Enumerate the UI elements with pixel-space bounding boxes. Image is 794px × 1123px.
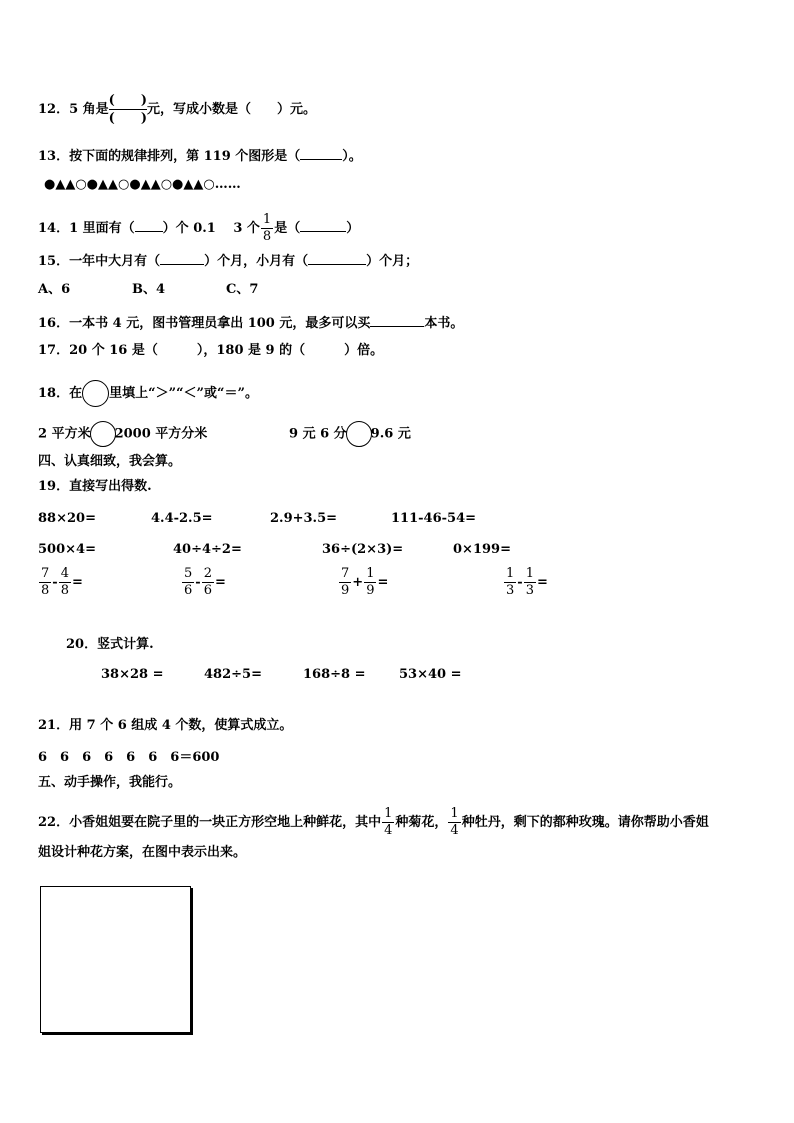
calc-item: 36÷(2×3)= xyxy=(322,542,404,557)
calc-item: 4.4-2.5= xyxy=(151,511,213,526)
question-number: 14． xyxy=(38,221,70,236)
vertical-calc-item: 482÷5= xyxy=(204,667,262,682)
calc-item: 2.9+3.5= xyxy=(270,511,338,526)
question-13: 13．按下面的规律排列，第 119 个图形是（ ）。 xyxy=(38,146,362,165)
answer-blank[interactable] xyxy=(300,218,346,232)
question-number: 20． xyxy=(66,637,98,652)
question-16: 16．一本书 4 元，图书管理员拿出 100 元，最多可以买 本书。 xyxy=(38,313,463,332)
calc-item: 88×20= xyxy=(38,511,96,526)
answer-blank[interactable] xyxy=(135,218,163,232)
question-19: 19．直接写出得数. xyxy=(38,479,152,494)
section-four-heading: 四、认真细致，我会算。 xyxy=(38,454,182,469)
question-17: 17．20 个 16 是（ ），180 是 9 的（ ）倍。 xyxy=(38,343,384,358)
question-12: 12．5 角是 ( ) ( ) 元，写成小数是（ ）元。 xyxy=(38,93,316,126)
question-14: 14．1 里面有（ ）个 0.1 3 个 $\frac{1}{8}$ 是（ ） xyxy=(38,212,360,244)
question-number: 12． xyxy=(38,102,70,117)
calc-item: 500×4= xyxy=(38,542,96,557)
fraction: $\frac{1}{4}$ xyxy=(384,806,393,838)
compare-item-1: 2 平方米 2000 平方分米 xyxy=(38,421,207,447)
question-21: 21．用 7 个 6 组成 4 个数，使算式成立。 xyxy=(38,718,293,733)
question-number: 13． xyxy=(38,149,70,164)
option-c[interactable]: C、7 xyxy=(226,282,259,297)
compare-circle[interactable] xyxy=(90,421,116,447)
answer-blank[interactable] xyxy=(300,146,342,160)
answer-blank[interactable] xyxy=(370,313,424,327)
question-22: 22．小香姐姐要在院子里的一块正方形空地上种鲜花，其中 $\frac{1}{4}$ 种菊花， $\frac{1}{4}$ 种牡丹，剩下的都种玫瑰。请你帮助小香姐 xyxy=(38,806,709,838)
square-garden-drawing-area[interactable] xyxy=(40,886,191,1033)
fraction: $\frac{1}{4}$ xyxy=(450,806,459,838)
question-number: 16． xyxy=(38,316,70,331)
answer-blank[interactable] xyxy=(160,251,204,265)
question-15: 15．一年中大月有（ ）个月，小月有（ ）个月； xyxy=(38,251,418,270)
question-number: 18． xyxy=(38,386,70,401)
question-number: 15． xyxy=(38,254,70,269)
option-a[interactable]: A、6 xyxy=(38,282,71,297)
fraction-calc-item: $\frac{5}{6}$ - $\frac{2}{6}$ = xyxy=(184,566,226,598)
fraction-calc-item: $\frac{1}{3}$ - $\frac{1}{3}$ = xyxy=(506,566,548,598)
section-five-heading: 五、动手操作，我能行。 xyxy=(38,775,182,790)
fraction-calc-item: $\frac{7}{8}$ - $\frac{4}{8}$ = xyxy=(41,566,83,598)
question-number: 22． xyxy=(38,815,70,830)
question-20: 20．竖式计算. xyxy=(66,637,154,652)
question-number: 17． xyxy=(38,343,70,358)
compare-circle-example xyxy=(82,380,109,407)
question-number: 19． xyxy=(38,479,70,494)
fraction-calc-item: $\frac{7}{9}$ + $\frac{1}{9}$ = xyxy=(341,566,389,598)
square-shadow-bottom xyxy=(42,1033,193,1035)
calc-item: 0×199= xyxy=(453,542,511,557)
question-number: 21． xyxy=(38,718,70,733)
option-b[interactable]: B、4 xyxy=(132,282,166,297)
square-shadow-right xyxy=(191,888,193,1035)
vertical-calc-item: 38×28 = xyxy=(101,667,164,682)
calc-item: 40÷4÷2= xyxy=(173,542,242,557)
question-18: 18．在 里填上“＞”“＜”或“＝”。 xyxy=(38,380,258,407)
calc-item: 111-46-54= xyxy=(391,511,477,526)
question-22-cont: 姐设计种花方案，在图中表示出来。 xyxy=(38,845,247,860)
number-expression: 6 6 6 6 6 6 6＝600 xyxy=(38,750,220,765)
vertical-calc-item: 168÷8 = xyxy=(303,667,366,682)
fraction: $\frac{1}{8}$ xyxy=(262,212,272,244)
compare-circle[interactable] xyxy=(346,421,372,447)
fraction-blank[interactable]: ( ) ( ) xyxy=(108,93,147,126)
vertical-calc-item: 53×40 = xyxy=(399,667,462,682)
compare-item-2: 9 元 6 分 9.6 元 xyxy=(289,421,411,447)
answer-blank[interactable] xyxy=(308,251,366,265)
shape-sequence: ●▲▲○●▲▲○●▲▲○●▲▲○…… xyxy=(44,177,241,192)
